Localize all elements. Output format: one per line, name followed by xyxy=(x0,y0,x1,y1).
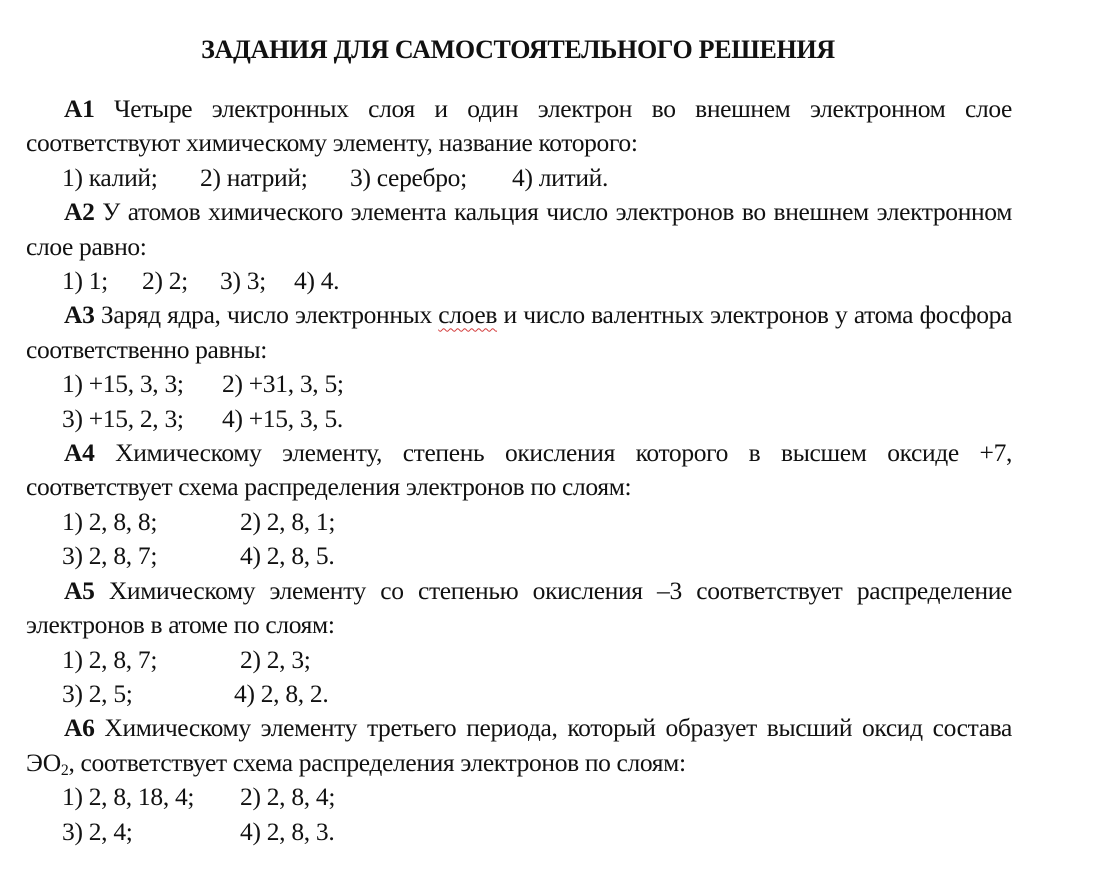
answer-options xyxy=(26,505,1012,539)
answer-option: 4) +15, 3, 5. xyxy=(222,403,343,433)
answer-option: 3) 3; xyxy=(220,266,266,296)
answer-option: 2) 2; xyxy=(142,266,188,296)
answer-option: 1) 2, 8, 8; xyxy=(62,506,158,536)
answer-option: 4) 2, 8, 5. xyxy=(240,541,335,571)
answer-option: 1) 2, 8, 18, 4; xyxy=(62,782,195,812)
question-number: А4 xyxy=(64,438,95,468)
answer-option: 3) 2, 4; xyxy=(62,816,133,846)
question-a6 xyxy=(26,711,1012,780)
answer-option: 3) 2, 8, 7; xyxy=(62,541,158,571)
question-text: Заряд ядра, число электронных xyxy=(100,300,439,330)
answer-option: 2) 2, 8, 1; xyxy=(240,506,336,536)
question-number: А1 xyxy=(64,94,95,123)
question-text: и число валентных электронов у атома фосфора соответственно равны: xyxy=(26,300,1012,364)
spellcheck-marked-word: слоев xyxy=(438,300,498,330)
answer-options xyxy=(26,264,1012,298)
question-text: Четыре электронных слоя и один электрон во внешнем электронном слое соответствуют химическому элементу, название которого: xyxy=(26,94,1012,158)
answer-option: 2) 2, 8, 4; xyxy=(240,782,336,812)
answer-options xyxy=(26,815,1012,849)
task-list xyxy=(26,92,1012,849)
question-text: , соответствует схема распределения электронов по слоям: xyxy=(68,747,686,777)
answer-option: 4) литий. xyxy=(512,162,609,192)
answer-option: 4) 2, 8, 2. xyxy=(234,678,329,708)
answer-options xyxy=(26,161,1012,195)
question-number: А2 xyxy=(64,197,95,227)
answer-options xyxy=(26,539,1012,573)
page-title: ЗАДАНИЯ ДЛЯ САМОСТОЯТЕЛЬНОГО РЕШЕНИЯ xyxy=(201,35,835,64)
question-number: А5 xyxy=(64,575,95,605)
answer-option: 1) 2, 8, 7; xyxy=(62,644,158,674)
answer-options xyxy=(26,780,1012,814)
question-a3 xyxy=(26,298,1012,367)
question-a5 xyxy=(26,574,1012,643)
question-a1 xyxy=(26,92,1012,161)
question-text: Химическому элементу, степень окисления которого в высшем оксиде +7, соответствует схема распределения электронов по слоям: xyxy=(26,438,1012,502)
answer-option: 2) +31, 3, 5; xyxy=(222,369,344,399)
question-a4 xyxy=(26,436,1012,505)
answer-option: 2) 2, 3; xyxy=(240,644,311,674)
question-text: У атомов химического элемента кальция число электронов во внешнем электронном слое равно: xyxy=(26,197,1012,261)
answer-option: 1) +15, 3, 3; xyxy=(62,369,184,399)
answer-option: 3) серебро; xyxy=(350,162,467,192)
question-number: А3 xyxy=(64,300,95,330)
question-number: А6 xyxy=(64,713,95,743)
answer-option: 1) 1; xyxy=(62,266,108,296)
question-text: Химическому элементу со степенью окисления –3 соответствует распределение электронов в атоме по слоям: xyxy=(26,575,1012,640)
answer-options xyxy=(26,367,1012,401)
answer-option: 4) 2, 8, 3. xyxy=(240,816,335,846)
question-text: Химическому элементу третьего периода, который образует высший оксид состава ЭО xyxy=(26,713,1012,777)
answer-options xyxy=(26,402,1012,436)
answer-option: 1) калий; xyxy=(62,162,158,192)
answer-option: 4) 4. xyxy=(294,266,340,296)
answer-option: 3) +15, 2, 3; xyxy=(62,403,184,433)
question-a2 xyxy=(26,195,1012,264)
answer-option: 2) натрий; xyxy=(200,162,308,192)
answer-options xyxy=(26,643,1012,677)
answer-options xyxy=(26,677,1012,711)
answer-option: 3) 2, 5; xyxy=(62,678,133,708)
subscript-digit: 2 xyxy=(60,761,69,779)
